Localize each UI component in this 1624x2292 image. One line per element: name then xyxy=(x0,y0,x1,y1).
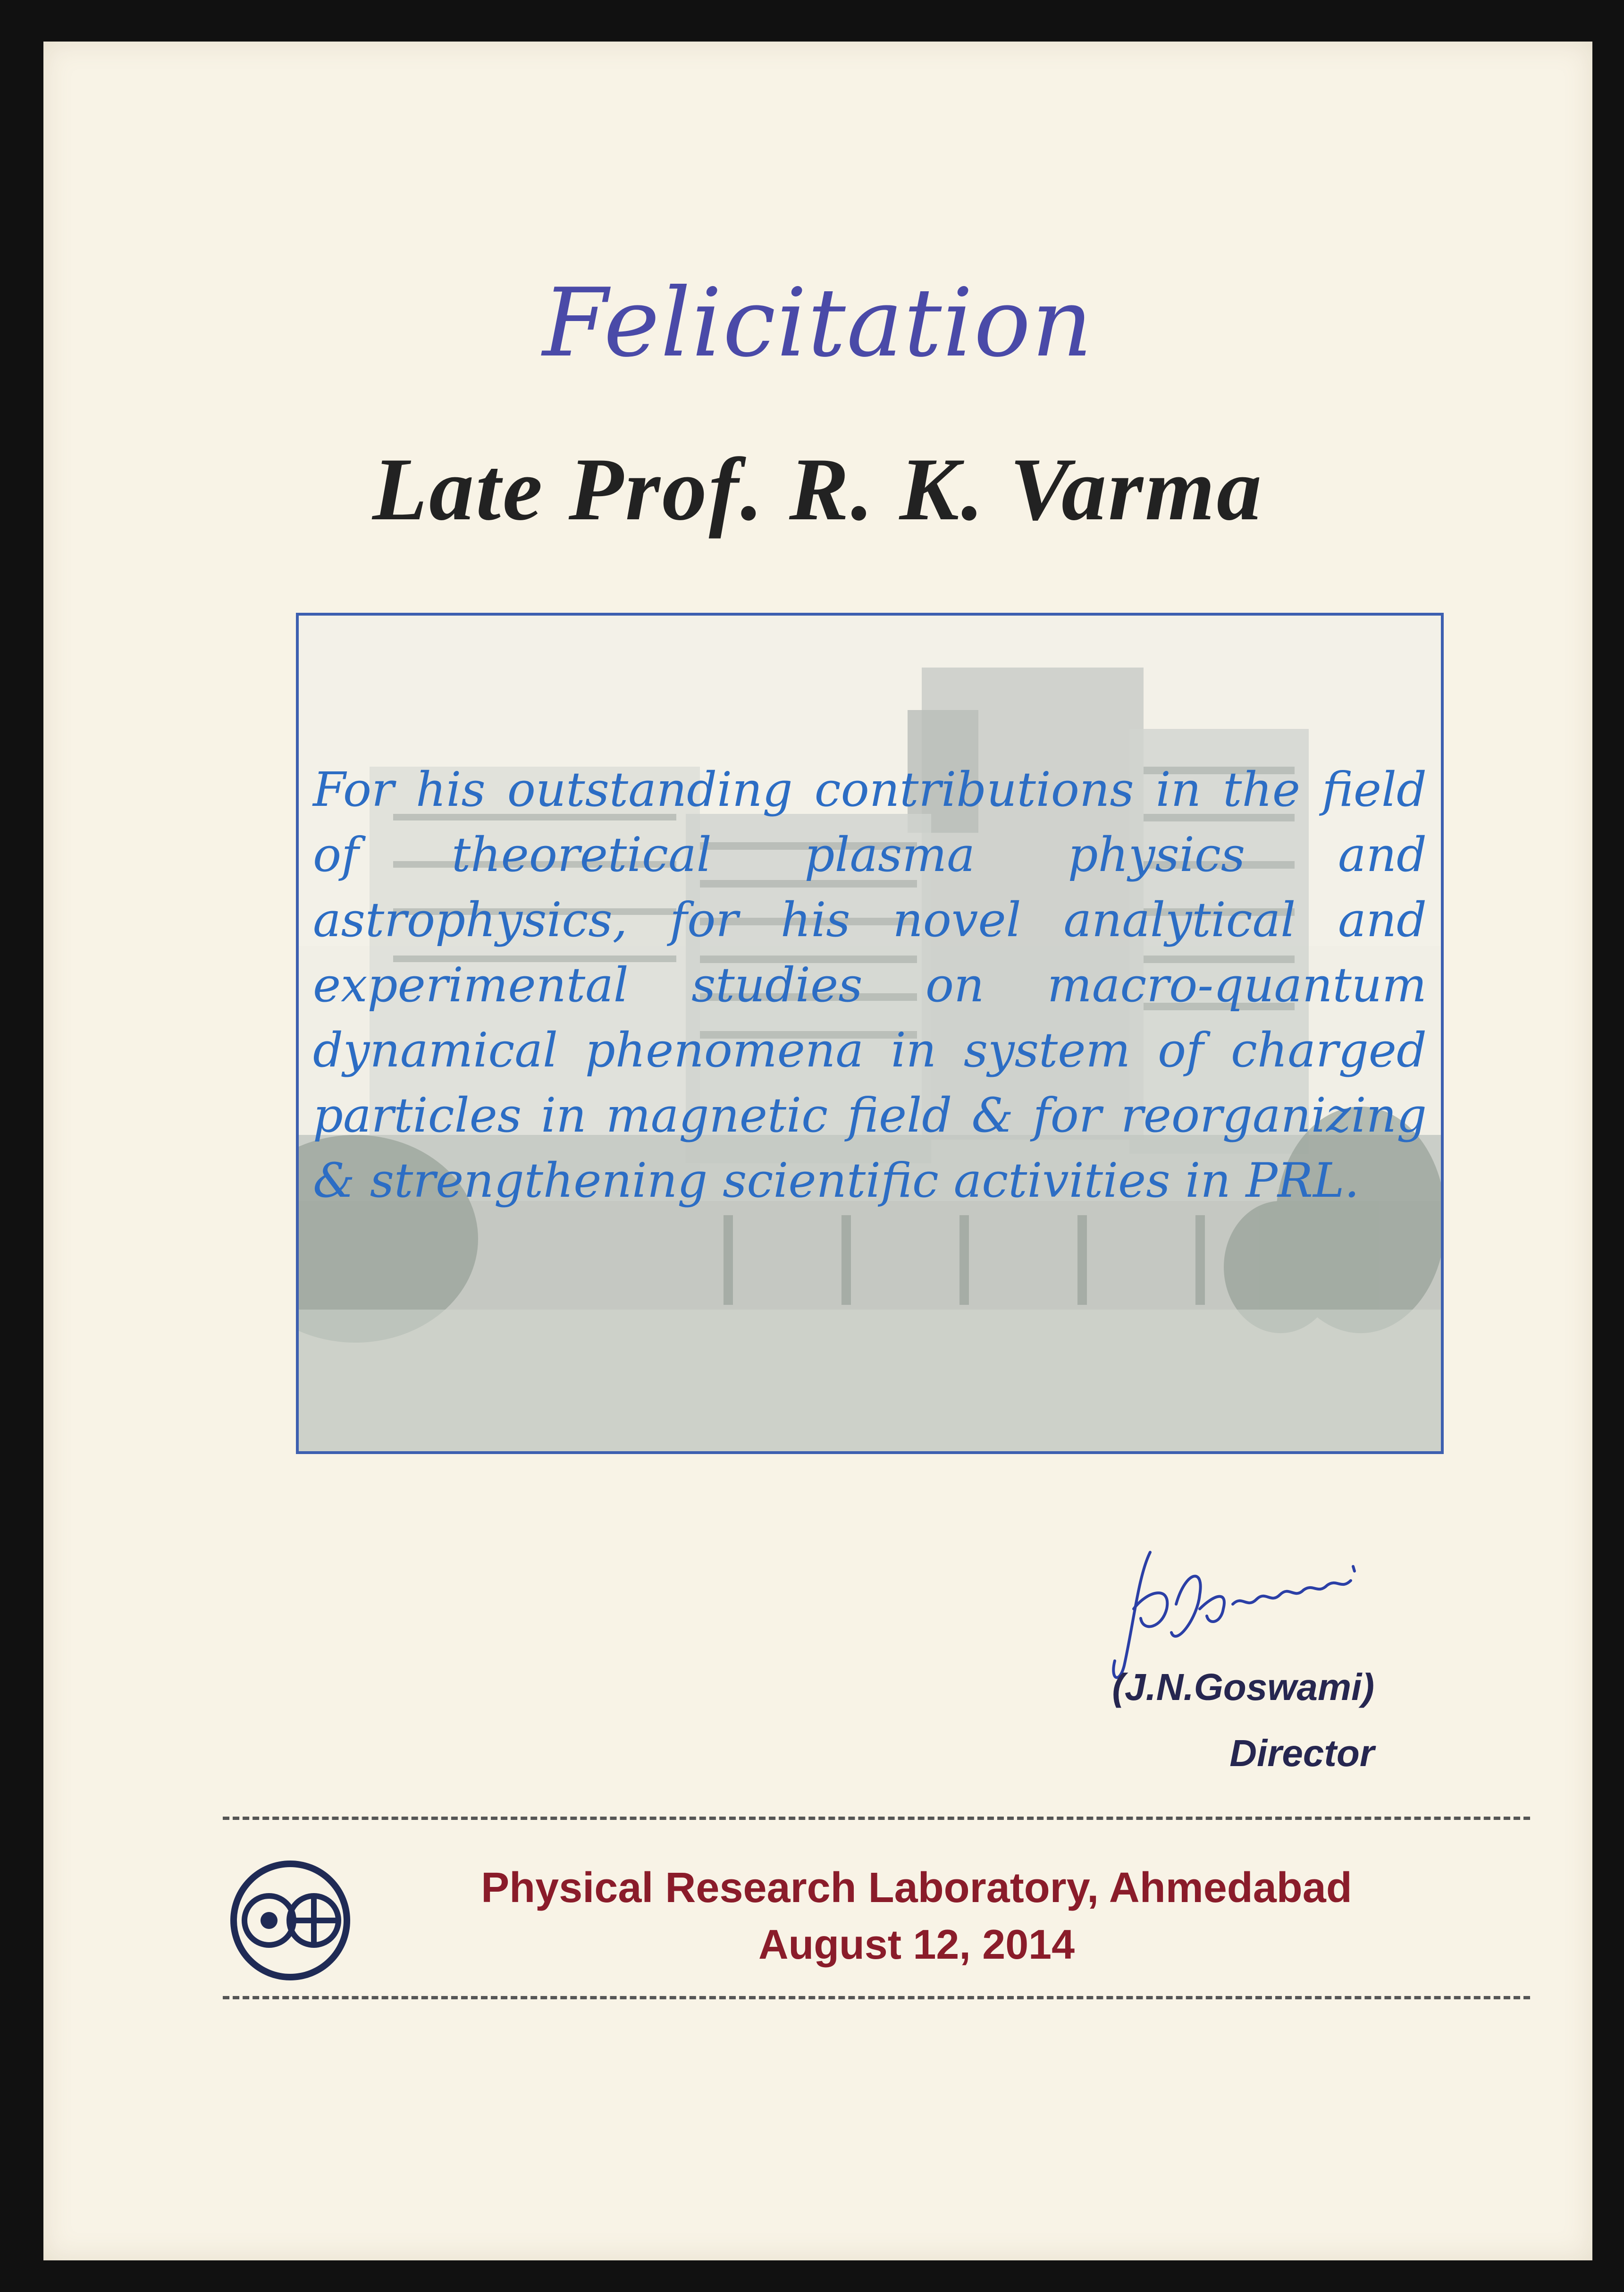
signatory-name: (J.N.Goswami) xyxy=(1112,1666,1374,1708)
divider-bottom xyxy=(223,1996,1530,1999)
prl-emblem-icon xyxy=(227,1857,354,1984)
honoree-name: Late Prof. R. K. Varma xyxy=(372,440,1263,539)
signatory-title: Director xyxy=(1229,1732,1374,1774)
citation-text: For his outstanding contributions in the field of theoretical plasma physics and astrophysics, for his novel analytical and experimental studies on macro-quantum dynamical phenomena in system of charged particles in magnetic field & for reorganizing & strengthening scientific activities in PRL. xyxy=(313,762,1427,1208)
certificate-page xyxy=(43,42,1592,2260)
citation-box xyxy=(296,613,1444,1454)
page-title: Felicitation xyxy=(542,268,1094,378)
divider-top xyxy=(223,1817,1530,1820)
organization-name: Physical Research Laboratory, Ahmedabad xyxy=(481,1864,1352,1911)
document-date: August 12, 2014 xyxy=(758,1921,1075,1968)
